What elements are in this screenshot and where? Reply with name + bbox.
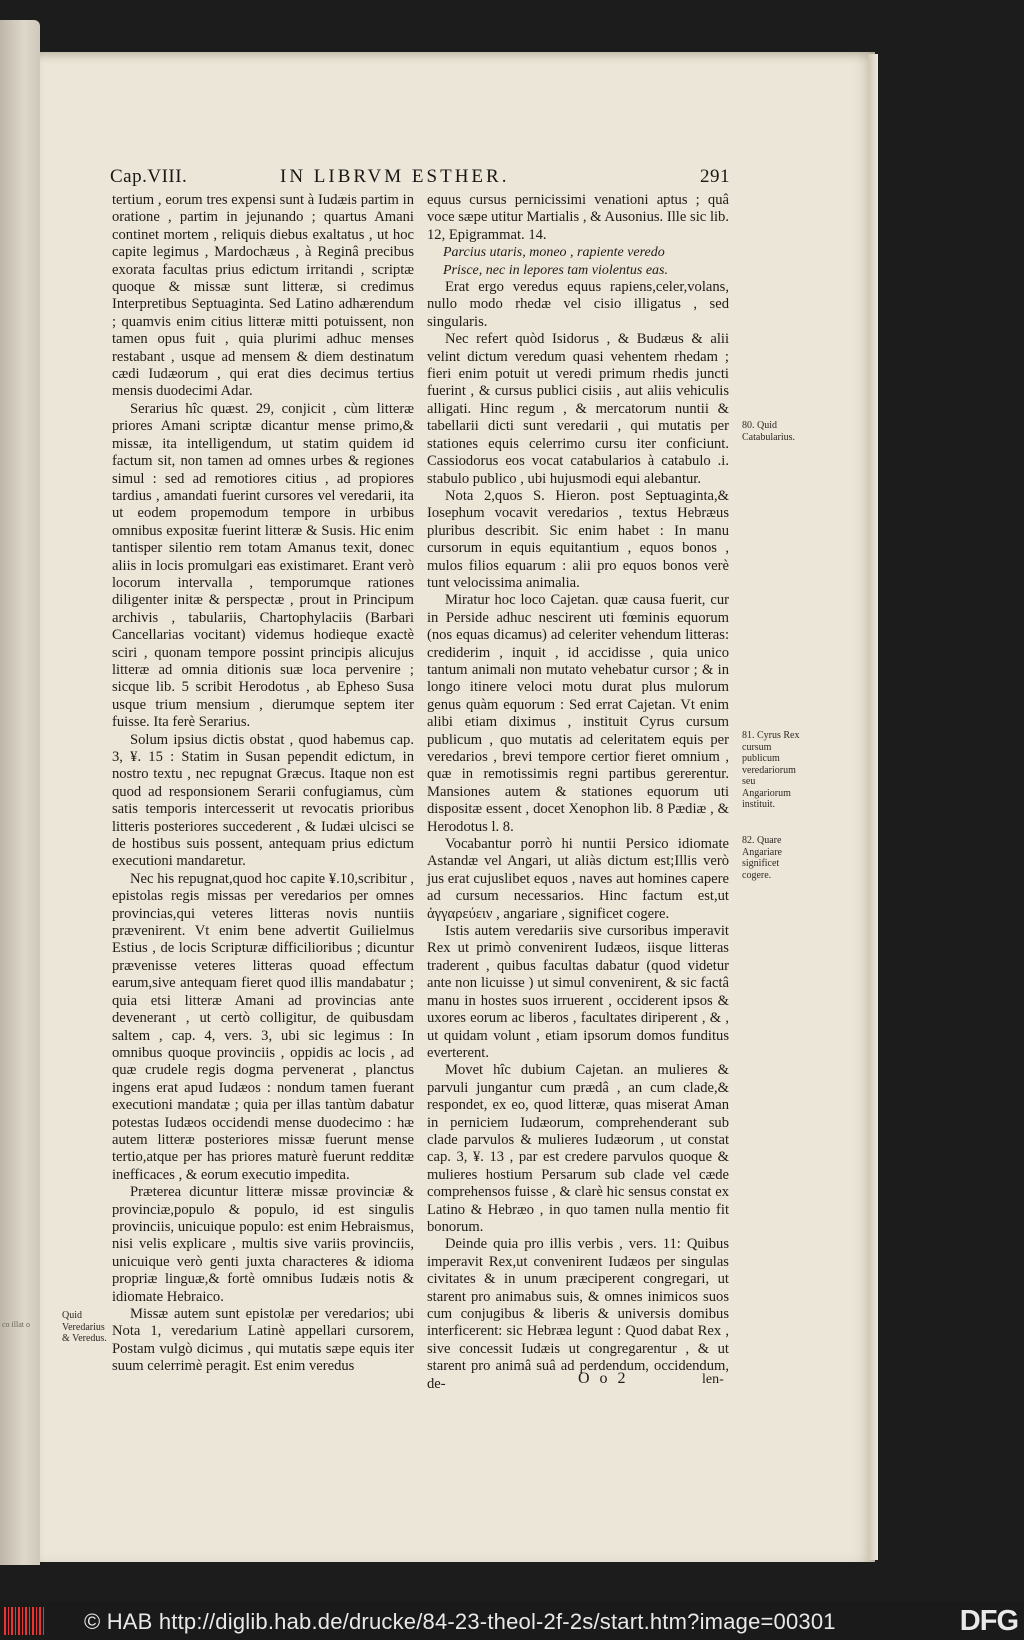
paragraph: Vocabantur porrò hi nuntii Persico idiomate Astandæ vel Angari, ut aliàs dictum est;Illis verò jus erat cujuslibet equos , naves aut homines capere ad cursum necessarios. Hinc factum est,ut ἀγγαρεύειν , angariare , significet cogere. [427, 836, 729, 922]
running-header [110, 166, 730, 192]
page-number: 291 [700, 166, 730, 187]
paragraph: tertium , eorum tres expensi sunt à Iudæis partim in oratione , partim in jejunando ; quartus Amani continet mortem , reliquis diebus exaltatus , ut hoc capite legimus , Mardochæus , à Reginâ precibus exorata facultas prius edictum irritandi , scriptæ quoque & missæ sunt litteræ, si credimus Interpretibus Septuaginta. Sed Latino adhærendum ; quamvis enim citius litteræ mitti potuissent, non tamen opus fuit , quia plurimi adhuc menses restabant , usque ad mensem & diem destinatum cædi Iudæorum , qui erat dies decimus tertius mensis duodecimi Adar. [112, 192, 414, 400]
right-text-column [427, 192, 729, 1393]
paragraph: equus cursus pernicissimi venationi aptus ; quâ voce sæpe utitur Martialis , & Ausonius. Ille sic lib. 12, Epigrammat. 14. [427, 192, 729, 243]
paragraph: Parcius utaris, moneo , rapiente veredo [443, 245, 665, 261]
margin-note-81: 81. Cyrus Rex cursum publicum veredariorum seu Angariorum instituit. [742, 730, 800, 810]
paragraph: Nota 2,quos S. Hieron. post Septuaginta,& Iosephum vocavit veredarios , textus Hebræus pluribus describit. Sic enim habet : In manu cursorum in equis equitantium , equos bonos , mulos filios equarum : alii pro equos bonos verè tunt velocissima animalia. [427, 487, 729, 591]
book-title-heading: IN LIBRVM ESTHER. [280, 166, 510, 187]
margin-note-80: 80. Quid Catabularius. [742, 420, 796, 443]
dfg-logo: DFG [959, 1605, 1018, 1637]
paragraph: Deinde quia pro illis verbis , vers. 11: Quibus imperavit Rex,ut convenirent Iudæos per singulas civitates & in unum præciperent congregari, ut starent pro animabus suis, & omnes inimicos suos cum conjugibus & liberis & universis domibus interficerent: sic Hebræa legunt : Quod dabat Rex , sive concessit Iudæis ut congregarentur , & ut starent pro animâ suâ ad perdendum, occidendum, de- [427, 1236, 729, 1392]
source-url-link[interactable]: © HAB http://diglib.hab.de/drucke/84-23-theol-2f-2s/start.htm?image=00301 [84, 1609, 836, 1634]
left-text-column [112, 192, 414, 1376]
paragraph: Nec refert quòd Isidorus , & Budæus & alii velint dictum veredum quasi vehentem rhedam ; fieri enim potuit ut veredi primum rhedis juncti fuerint , & cursus publici cisiis , aut aliis vehiculis alligati. Hinc regum , & mercatorum nuntii & tabellarii dicti sunt veredarii , qui mutatis per stationes equis celerrimo cursu iter conficiunt. Cassiodorus eos vocat catabularios à catabulo .i. stabulo publico , ubi hujusmodi equi alebantur. [427, 331, 729, 487]
margin-note-veredarius: Quid Veredarius & Veredus. [62, 1310, 107, 1344]
viewer-footer-bar [0, 1602, 1024, 1640]
margin-note-82: 82. Quare Angariare significet cogere. [742, 835, 782, 881]
page-fore-edge [868, 54, 878, 1560]
facing-page-edge [0, 20, 40, 1565]
catchword: len- [702, 1372, 724, 1387]
paragraph: Serarius hîc quæst. 29, conjicit , cùm litteræ priores Amani scriptæ dicantur mense primo,& missæ, ita intelligendum, ut statim quidem id factum sit, non tamen ad omnes urbes & regiones simul : sed ad remotiores citius , ad propiores tardius , amandati fuerint cursores vel veredarii, ita ut eodem propemodum tempore in urbibus omnibus expositæ fuerint litteræ & Susis. Hic enim tantisper silentio rem totam Amanus texit, donec aliis in locis promulgari eas existimaret. Erant verò locorum intervalla , temporumque rationes diligenter initæ & perspectæ , prout in Principum archivis , tabulariis, Chartophylaciis (Barbari Cancellarias vocitant) videmus hodieque exactè sciri , quonam tempore possint principis alicujus litteræ ad omnia ditionis suæ loca pervenire ; sicque lib. 5 scribit Herodotus , ab Epheso Susa usque trium mensium , dierumque septem iter fuisse. Ita ferè Serarius. [112, 400, 414, 731]
paragraph: Nec his repugnat,quod hoc capite ¥.10,scribitur , epistolas regis missas per veredarios per omnes provincias,qui veteres litteras novis nuntiis prævenirent. Vt enim bene advertit Guilielmus Estius , de locis Scripturæ difficilioribus ; dicuntur prævenisse veteres litteras quoad effectum earum,sive antequam fieret quod illis mandabatur ; quia etsi litteræ Amani ad provincias ante devenerant , ut certò colligitur, de quibusdam saltem , cap. 4, vers. 3, ubi sic legimus : In omnibus quoque provinciis , oppidis ac locis , ad quæ crudele regis dogma pervenerat , planctus ingens erat apud Iudæos : nondum tamen fuerant executioni mandatæ ; quia per illas tantùm dabatur potestas Iudæos occidendi mense duodecimo : hæ autem litteræ posteriores missæ fuerunt mense tertio,atque per has priores maturè fuerunt redditæ inefficaces , & eorum executio impedita. [112, 870, 414, 1183]
paragraph: Movet hîc dubium Cajetan. an mulieres & parvuli jungantur cum prædâ , an cum clade,& respondet, ex eo, quod litteræ, quas miserat Aman in perniciem Iudæorum, comprehenderant sub clade parvulos & mulieres Iudæorum , ut constat cap. 3, ¥. 13 , par est credere parvulos quoque & mulieres hostium Persarum sub clade vel cæde comprehensos fuisse , & clarè hic sensus constat ex Latino & Hebræo , in quo tamen nulla mentio fit bonorum. [427, 1062, 729, 1235]
paragraph: Missæ autem sunt epistolæ per veredarios; ubi Nota 1, veredarium Latinè appellari cursorem, Postam vulgò dicimus , qui mutatis sæpe equis iter suum celerrimè peragit. Est enim veredus [112, 1306, 414, 1375]
paragraph: Miratur hoc loco Cajetan. quæ causa fuerit, cur in Perside adhuc nescirent uti fœminis equorum (nos equas dicamus) ad celeriter vehendum litteras: crediderim , inquit , id accidisse , quia unico tantum animali non mutato vehebatur cursor ; & in longo itinere veloci motu durat plus mulorum genus quàm equorum : Sed errat Cajetan. Vt enim alibi etiam diximus , instituit Cyrus cursum publicum , quo mutatis ad celeritatem equis per veredarios , brevi tempore certior fieret omnium , quæ in remotissimis regni partibus gererentur. Mansiones autem & stationes equorum uti dispositæ essent , docet Xenophon lib. 8 Pædiæ , & Herodotus l. 8. [427, 592, 729, 835]
chapter-heading: Cap.VIII. [110, 166, 188, 187]
barcode-icon [4, 1607, 44, 1635]
facing-page-text: co illat o [2, 1320, 30, 1329]
paragraph: Solum ipsius dictis obstat , quod habemus cap. 3, ¥. 15 : Statim in Susan pependit edictum, in nostro textu , nec repugnat Græcus. Itaque non est quod ad responsionem Serarii confugiamus, cùm satis temporis intercesserit ut revocatis prioribus litteris posteriores succederent , & Iudæi ulcisci se de hostibus suis possent, antequam prius edictum executioni mandaretur. [112, 731, 414, 870]
signature-mark: O o 2 [578, 1370, 629, 1387]
paragraph: Istis autem veredariis sive cursoribus imperavit Rex ut primò convenirent Iudæos, iisque litteras traderent , quibus facultas dabatur (quod videtur ante non licuisse ) ut simul convenirent, & sic factâ manu in hostes suos irruerent , occiderent ipsos & uxores eorum ac liberos , facultates diriperent , & , ut quidam volunt , etiam ipsorum domos funditus everterent. [427, 923, 729, 1061]
paragraph: Prisce, nec in lepores tam violentus eas. [443, 262, 668, 278]
paragraph: Erat ergo veredus equus rapiens,celer,volans, nullo modo rhedæ vel cisio illigatus , sed singularis. [427, 279, 729, 330]
paragraph: Præterea dicuntur litteræ missæ provinciæ & provinciæ,populo & populo, id est singulis provinciis, unicuique populo: est enim Hebraismus, nisi velis explicare , multis sive variis provinciis, unicuique verò genti juxta characteres & idioma propriæ linguæ,& fortè omnibus Iudæis notis & idiomate Hebraico. [112, 1184, 414, 1305]
